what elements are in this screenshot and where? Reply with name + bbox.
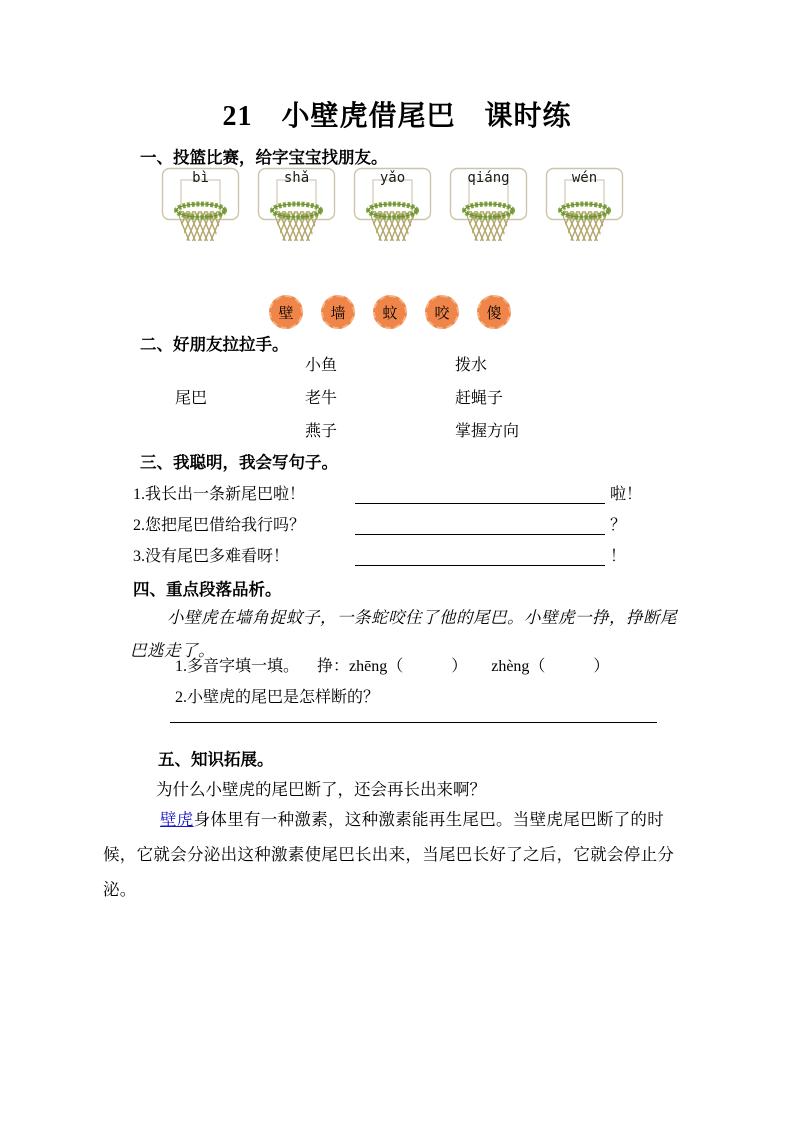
polyphone-exercise (175, 653, 609, 676)
basketball-hoop (161, 167, 240, 243)
pinyin-label: bì (192, 170, 209, 186)
extension-paragraph-text: 身体里有一种激素，这种激素能再生尾巴。当壁虎尾巴断了的时候，它就会分泌出这种激素使尾巴长出来，当尾巴长好了之后，它就会停止分泌。 (103, 810, 675, 899)
character-ball-row (269, 295, 511, 329)
section5-heading: 五、知识拓展。 (158, 750, 274, 769)
match-mid-word: 老牛 (305, 390, 338, 407)
pinyin-label: wén (571, 170, 598, 186)
gecko-hyperlink[interactable]: 壁虎 (160, 810, 194, 829)
match-right-word: 赶蝇子 (455, 390, 504, 407)
sentence-item (133, 543, 693, 566)
match-mid-word: 燕子 (305, 423, 338, 440)
basket-row (161, 167, 624, 243)
pinyin-label: yǎo (379, 170, 406, 186)
sentence-prompt: 3.没有尾巴多难看呀！ (133, 548, 290, 565)
character-ball: 蚊 (373, 295, 407, 329)
pinyin-label: shǎ (283, 170, 310, 186)
character-ball: 壁 (269, 295, 303, 329)
character-ball: 傻 (477, 295, 511, 329)
match-mid-word: 小鱼 (305, 357, 338, 374)
polyphone-label: 1.多音字填一填。 (175, 658, 300, 675)
sentence-item (133, 512, 693, 535)
basketball-hoop (449, 167, 528, 243)
sentence-prompt: 1.我长出一条新尾巴啦！ (133, 486, 306, 503)
sentence-suffix: ？ (610, 517, 627, 534)
basketball-hoop (353, 167, 432, 243)
answer-blank-line (355, 546, 605, 566)
character-ball: 墙 (321, 295, 355, 329)
section1-heading: 一、投篮比赛，给字宝宝找朋友。 (140, 148, 388, 167)
match-right-word: 拨水 (455, 357, 488, 374)
section2-heading: 二、好朋友拉拉手。 (140, 335, 289, 354)
answer-blank-line (170, 700, 657, 723)
page-title: 21 小壁虎借尾巴 课时练 (222, 101, 572, 132)
sentence-item (133, 481, 693, 504)
polyphone-fill-blanks: 挣：zhēng（ ） zhèng（ ） (317, 658, 610, 675)
match-right-word: 掌握方向 (455, 423, 520, 440)
sentence-prompt: 2.您把尾巴借给我行吗？ (133, 517, 306, 534)
sentence-suffix: ！ (610, 548, 627, 565)
sentence-suffix: 啦！ (610, 486, 643, 503)
extension-question: 为什么小壁虎的尾巴断了，还会再长出来啊？ (156, 780, 486, 799)
basketball-hoop (257, 167, 336, 243)
comprehension-question: 2.小壁虎的尾巴是怎样断的？ (175, 689, 380, 706)
answer-blank-line (355, 515, 605, 535)
character-ball: 咬 (425, 295, 459, 329)
answer-blank-line (355, 484, 605, 504)
section3-heading: 三、我聪明，我会写句子。 (140, 453, 338, 472)
section4-heading: 四、重点段落品析。 (133, 580, 282, 599)
matching-exercise (175, 352, 655, 451)
pinyin-label: qiáng (467, 170, 510, 186)
match-left-word: 尾巴 (175, 390, 208, 407)
basketball-hoop (545, 167, 624, 243)
reading-passage: 小壁虎在墙角捉蚊子，一条蛇咬住了他的尾巴。小壁虎一挣，挣断尾巴逃走了。 (130, 608, 677, 660)
extension-paragraph (103, 802, 695, 907)
